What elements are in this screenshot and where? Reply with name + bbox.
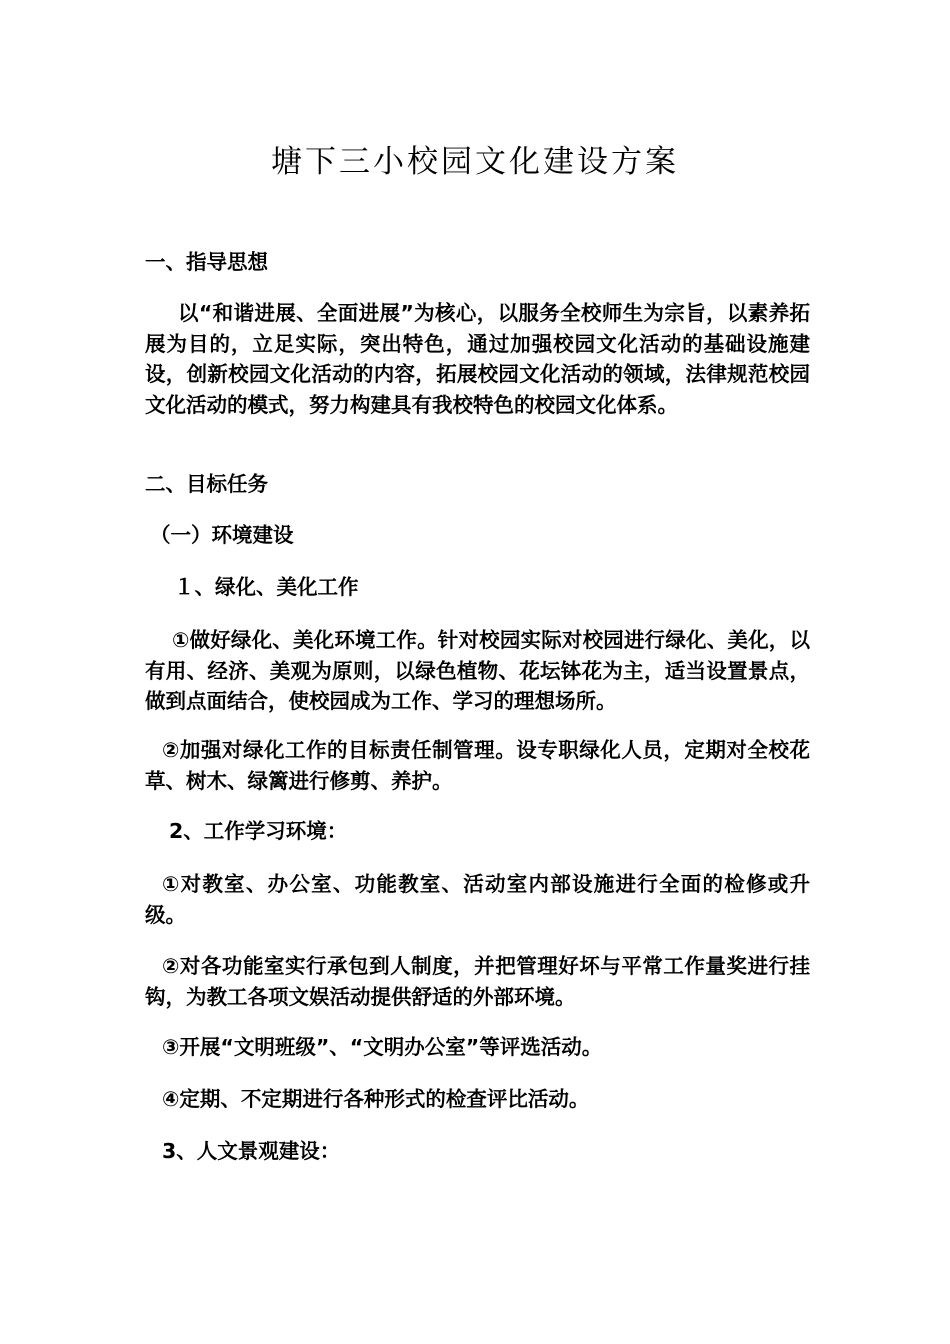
item-heading-work-environment: 2、工作学习环境： — [169, 819, 348, 843]
section-heading-guiding: 一、指导思想 — [145, 250, 268, 274]
section-heading-goals: 二、目标任务 — [145, 472, 268, 496]
paragraph-work-3: ③开展“文明班级”、“文明办公室”等评选活动。 — [162, 1035, 603, 1059]
subsection-heading-environment: （一）环境建设 — [150, 523, 294, 547]
document-title: 塘下三小校园文化建设方案 — [271, 144, 679, 180]
paragraph-greening-1: ①做好绿化、美化环境工作。针对校园实际对校园进行绿化、美化，以有用、经济、美观为原则，以绿色植物、花坛钵花为主，适当设置景点，做到点面结合，使校园成为工作、学习的理想场所。 — [145, 628, 810, 713]
paragraph-greening-2: ②加强对绿化工作的目标责任制管理。设专职绿化人员，定期对全校花草、树木、绿篱进行修剪、养护。 — [145, 738, 810, 793]
item-heading-cultural-landscape: 3、人文景观建设： — [162, 1139, 341, 1163]
paragraph-work-2: ②对各功能室实行承包到人制度，并把管理好坏与平常工作量奖进行挂钩，为教工各项文娱活动提供舒适的外部环境。 — [145, 954, 810, 1009]
item-heading-greening: １、绿化、美化工作 — [174, 575, 359, 599]
paragraph-guiding: 以“和谐进展、全面进展”为核心，以服务全校师生为宗旨，以素养拓展为目的，立足实际，突出特色，通过加强校园文化活动的基础设施建设，创新校园文化活动的内容，拓展校园文化活动的领域，法律规范校园文化活动的模式，努力构建具有我校特色的校园文化体系。 — [145, 301, 810, 417]
paragraph-work-1: ①对教室、办公室、功能教室、活动室内部设施进行全面的检修或升级。 — [145, 872, 810, 927]
paragraph-work-4: ④定期、不定期进行各种形式的检查评比活动。 — [162, 1087, 590, 1111]
